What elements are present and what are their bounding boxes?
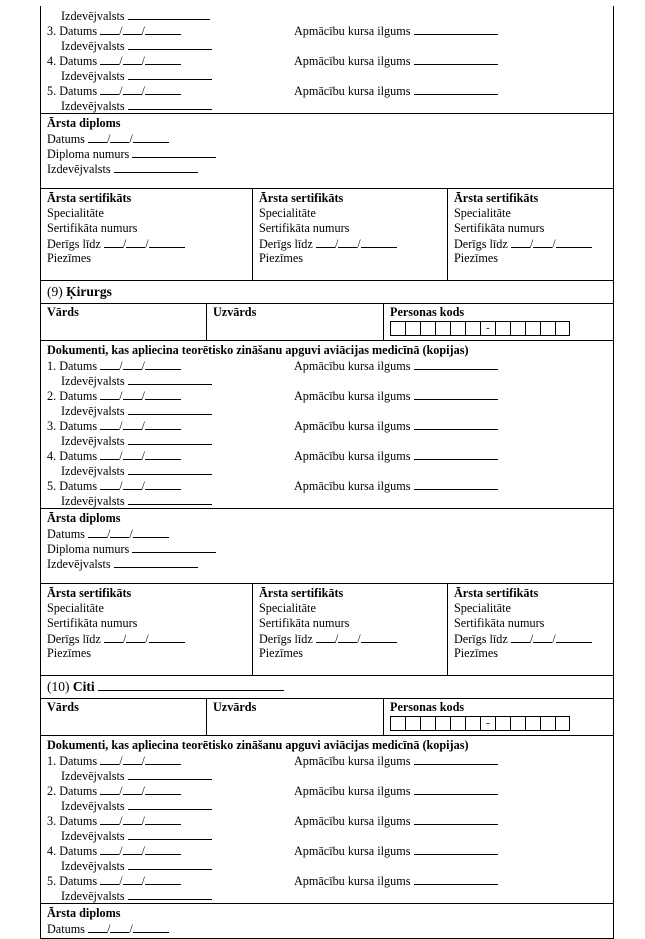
- pk-digit[interactable]: [540, 716, 555, 731]
- notes-label: Piezīmes: [47, 646, 92, 660]
- year-field[interactable]: [145, 753, 181, 765]
- date-label: Datums: [47, 527, 85, 541]
- s10-entry-2: 2. Datums / / Apmācību kursa ilgums Izdevējvalsts: [41, 783, 613, 813]
- date-label: Datums: [59, 874, 98, 888]
- pk-digit[interactable]: [435, 716, 450, 731]
- issuing-country-field[interactable]: [128, 8, 210, 20]
- month-field[interactable]: [123, 843, 142, 855]
- day-field[interactable]: [100, 418, 119, 430]
- year-field[interactable]: [145, 358, 181, 370]
- issuing-country-field[interactable]: [128, 858, 212, 870]
- valid-until-label: Derīgs līdz: [259, 632, 313, 646]
- issuing-country-label: Izdevējvalsts: [61, 799, 125, 813]
- s9-entry-4: 4. Datums / / Apmācību kursa ilgums Izdevējvalsts: [41, 448, 613, 478]
- issuing-country-field[interactable]: [128, 68, 212, 80]
- course-duration-field[interactable]: [414, 783, 498, 795]
- year-field[interactable]: [133, 526, 169, 538]
- section-9-documents: [41, 341, 613, 509]
- date-label: Datums: [47, 922, 85, 936]
- pk-digit[interactable]: [495, 321, 510, 336]
- year-field[interactable]: [145, 23, 181, 35]
- diploma-number-field[interactable]: [132, 541, 216, 553]
- specialty-label: Specialitāte: [259, 206, 316, 220]
- issuing-country-field[interactable]: [128, 403, 212, 415]
- year-field[interactable]: [145, 448, 181, 460]
- year-field[interactable]: [361, 631, 397, 643]
- course-duration-label: Apmācību kursa ilgums: [294, 874, 411, 888]
- date-label: Datums: [59, 754, 98, 768]
- month-field[interactable]: [123, 478, 142, 490]
- pk-digit[interactable]: [510, 321, 525, 336]
- issuing-country-label: Izdevējvalsts: [61, 464, 125, 478]
- certificate-number-label: Sertifikāta numurs: [259, 616, 350, 630]
- day-field[interactable]: [100, 813, 119, 825]
- specialty-label: Specialitāte: [454, 601, 511, 615]
- course-duration-label: Apmācību kursa ilgums: [294, 54, 411, 68]
- valid-until-label: Derīgs līdz: [47, 237, 101, 251]
- pk-digit[interactable]: [510, 716, 525, 731]
- certificates-row: [41, 189, 613, 281]
- certificate-heading: Ārsta sertifikāts: [454, 191, 539, 205]
- issuing-country-label: Izdevējvalsts: [61, 859, 125, 873]
- month-field[interactable]: [338, 236, 357, 248]
- month-field[interactable]: [123, 873, 142, 885]
- pk-digit[interactable]: [540, 321, 555, 336]
- course-duration-label: Apmācību kursa ilgums: [294, 844, 411, 858]
- notes-label: Piezīmes: [259, 251, 304, 265]
- course-duration-label: Apmācību kursa ilgums: [294, 449, 411, 463]
- personal-code-cell: [384, 304, 613, 340]
- course-duration-field[interactable]: [414, 358, 498, 370]
- section-title: Ķirurgs: [66, 284, 112, 299]
- issuing-country-label: Izdevējvalsts: [61, 99, 125, 113]
- pk-digit[interactable]: [450, 716, 465, 731]
- pk-digit[interactable]: [555, 716, 570, 731]
- other-specialty-field[interactable]: [98, 679, 284, 691]
- issuing-country-label: Izdevējvalsts: [61, 769, 125, 783]
- day-field[interactable]: [511, 631, 530, 643]
- personal-code-grid[interactable]: [390, 716, 613, 731]
- entry-number: 3.: [47, 814, 57, 828]
- issuing-country-label: Izdevējvalsts: [61, 434, 125, 448]
- s9-entry-3: 3. Datums / / Apmācību kursa ilgums Izdevējvalsts: [41, 418, 613, 448]
- diploma-number-label: Diploma numurs: [47, 542, 130, 556]
- certificate-heading: Ārsta sertifikāts: [454, 586, 539, 600]
- issuing-country-label: Izdevējvalsts: [61, 494, 125, 508]
- day-field[interactable]: [100, 478, 119, 490]
- entry-number: 2.: [47, 389, 57, 403]
- day-field[interactable]: [104, 631, 123, 643]
- course-duration-field[interactable]: [414, 478, 498, 490]
- month-field[interactable]: [338, 631, 357, 643]
- date-label: Datums: [59, 84, 98, 98]
- issuing-country-field[interactable]: [128, 768, 212, 780]
- entry-number: 3.: [47, 419, 57, 433]
- pk-digit[interactable]: [405, 716, 420, 731]
- course-duration-label: Apmācību kursa ilgums: [294, 479, 411, 493]
- issuing-country-line: [41, 8, 613, 23]
- s9-entry-1: 1. Datums / / Apmācību kursa ilgums Izdevējvalsts: [41, 358, 613, 388]
- course-duration-field[interactable]: [414, 873, 498, 885]
- certificate-number-label: Sertifikāta numurs: [47, 221, 138, 235]
- s9-entry-2: 2. Datums / / Apmācību kursa ilgums Izdevējvalsts: [41, 388, 613, 418]
- course-duration-label: Apmācību kursa ilgums: [294, 754, 411, 768]
- course-duration-field[interactable]: [414, 83, 498, 95]
- issuing-country-label: Izdevējvalsts: [61, 374, 125, 388]
- certificate-number-label: Sertifikāta numurs: [259, 221, 350, 235]
- notes-label: Piezīmes: [454, 251, 499, 265]
- issuing-country-field[interactable]: [114, 556, 198, 568]
- first-name-cell[interactable]: [41, 304, 207, 340]
- first-name-label: Vārds: [47, 305, 79, 319]
- date-label: Datums: [59, 389, 98, 403]
- year-field[interactable]: [145, 478, 181, 490]
- date-label: Datums: [59, 814, 98, 828]
- date-label: Datums: [59, 419, 98, 433]
- section-9-certificates-row: [41, 584, 613, 676]
- section-10-documents: [41, 736, 613, 904]
- year-field[interactable]: [556, 236, 592, 248]
- personal-code-grid[interactable]: [390, 321, 613, 336]
- month-field[interactable]: [123, 53, 142, 65]
- specialty-label: Specialitāte: [47, 206, 104, 220]
- year-field[interactable]: [133, 131, 169, 143]
- s10-entry-4: 4. Datums / / Apmācību kursa ilgums Izdevējvalsts: [41, 843, 613, 873]
- pk-digit[interactable]: [465, 321, 480, 336]
- course-duration-field[interactable]: [414, 53, 498, 65]
- certificate-cell-2: Ārsta sertifikāts Specialitāte Sertifikāta numurs Derīgs līdz / / Piezīmes: [253, 584, 448, 675]
- date-label: Datums: [59, 24, 98, 38]
- day-field[interactable]: [88, 921, 107, 933]
- top-entry-3: 3. Datums / / Apmācību kursa ilgums Izdevējvalsts: [41, 23, 613, 53]
- issuing-country-label: Izdevējvalsts: [47, 557, 111, 571]
- month-field[interactable]: [533, 236, 552, 248]
- first-name-label: Vārds: [47, 700, 79, 714]
- month-field[interactable]: [123, 753, 142, 765]
- day-field[interactable]: [100, 53, 119, 65]
- day-field[interactable]: [100, 83, 119, 95]
- year-field[interactable]: [145, 783, 181, 795]
- personal-code-cell: [384, 699, 613, 735]
- course-duration-label: Apmācību kursa ilgums: [294, 84, 411, 98]
- month-field[interactable]: [123, 448, 142, 460]
- section-9-name-row: [41, 304, 613, 341]
- valid-until-label: Derīgs līdz: [454, 237, 508, 251]
- day-field[interactable]: [88, 526, 107, 538]
- month-field[interactable]: [533, 631, 552, 643]
- month-field[interactable]: [123, 418, 142, 430]
- issuing-country-field[interactable]: [128, 373, 212, 385]
- issuing-country-field[interactable]: [128, 433, 212, 445]
- last-name-cell[interactable]: [207, 699, 384, 735]
- month-field[interactable]: [123, 388, 142, 400]
- diploma-heading: Ārsta diploms: [47, 906, 121, 920]
- section-title: Citi: [72, 679, 95, 694]
- section-10-diploma-block: Ārsta diploms Datums / /: [41, 904, 613, 939]
- valid-until-label: Derīgs līdz: [47, 632, 101, 646]
- pk-digit[interactable]: [495, 716, 510, 731]
- certificate-heading: Ārsta sertifikāts: [47, 586, 132, 600]
- specialty-label: Specialitāte: [47, 601, 104, 615]
- section-9-header: [41, 281, 613, 304]
- certificate-cell-1: Ārsta sertifikāts Specialitāte Sertifikāta numurs Derīgs līdz / / Piezīmes: [41, 189, 253, 280]
- diploma-number-label: Diploma numurs: [47, 147, 130, 161]
- pk-digit[interactable]: [450, 321, 465, 336]
- pk-digit[interactable]: [555, 321, 570, 336]
- pk-digit[interactable]: [390, 321, 405, 336]
- year-field[interactable]: [145, 388, 181, 400]
- pk-dash: -: [480, 716, 495, 731]
- section-10-name-row: [41, 699, 613, 736]
- s10-entry-3: 3. Datums / / Apmācību kursa ilgums Izdevējvalsts: [41, 813, 613, 843]
- date-label: Datums: [59, 54, 98, 68]
- month-field[interactable]: [110, 131, 129, 143]
- date-label: Datums: [59, 359, 98, 373]
- pk-digit[interactable]: [420, 321, 435, 336]
- date-label: Datums: [47, 132, 85, 146]
- date-label: Datums: [59, 844, 98, 858]
- pk-digit[interactable]: [405, 321, 420, 336]
- last-name-label: Uzvārds: [213, 700, 257, 714]
- s10-entry-5: 5. Datums / / Apmācību kursa ilgums Izdevējvalsts: [41, 873, 613, 903]
- day-field[interactable]: [88, 131, 107, 143]
- issuing-country-field[interactable]: [128, 463, 212, 475]
- entry-number: 5.: [47, 479, 57, 493]
- diploma-block: Ārsta diploms Datums / / Diploma numurs Izdevējvalsts: [41, 114, 613, 189]
- issuing-country-label: Izdevējvalsts: [61, 829, 125, 843]
- diploma-number-field[interactable]: [132, 146, 216, 158]
- pk-digit[interactable]: [390, 716, 405, 731]
- day-field[interactable]: [100, 873, 119, 885]
- day-field[interactable]: [100, 843, 119, 855]
- certificate-cell-2: Ārsta sertifikāts Specialitāte Sertifikāta numurs Derīgs līdz / / Piezīmes: [253, 189, 448, 280]
- personal-code-label: Personas kods: [390, 700, 465, 714]
- year-field[interactable]: [556, 631, 592, 643]
- entry-number: 5.: [47, 84, 57, 98]
- issuing-country-field[interactable]: [128, 98, 212, 110]
- entry-number: 4.: [47, 449, 57, 463]
- last-name-cell[interactable]: [207, 304, 384, 340]
- issuing-country-label: Izdevējvalsts: [61, 39, 125, 53]
- diploma-heading: Ārsta diploms: [47, 116, 121, 130]
- section-10-header: [41, 676, 613, 699]
- course-duration-field[interactable]: [414, 388, 498, 400]
- s10-entry-1: 1. Datums / / Apmācību kursa ilgums Izdevējvalsts: [41, 753, 613, 783]
- year-field[interactable]: [145, 418, 181, 430]
- month-field[interactable]: [110, 526, 129, 538]
- certificate-cell-1: Ārsta sertifikāts Specialitāte Sertifikāta numurs Derīgs līdz / / Piezīmes: [41, 584, 253, 675]
- certificate-heading: Ārsta sertifikāts: [259, 586, 344, 600]
- diploma-heading: Ārsta diploms: [47, 511, 121, 525]
- course-duration-field[interactable]: [414, 813, 498, 825]
- valid-until-label: Derīgs līdz: [454, 632, 508, 646]
- certificate-number-label: Sertifikāta numurs: [454, 221, 545, 235]
- issuing-country-field[interactable]: [128, 888, 212, 900]
- month-field[interactable]: [126, 631, 145, 643]
- course-duration-label: Apmācību kursa ilgums: [294, 419, 411, 433]
- day-field[interactable]: [100, 753, 119, 765]
- top-entry-5: 5. Datums / / Apmācību kursa ilgums Izdevējvalsts: [41, 83, 613, 113]
- certificate-cell-3: Ārsta sertifikāts Specialitāte Sertifikāta numurs Derīgs līdz / / Piezīmes: [448, 584, 613, 675]
- certificate-heading: Ārsta sertifikāts: [47, 191, 132, 205]
- year-field[interactable]: [145, 53, 181, 65]
- year-field[interactable]: [145, 843, 181, 855]
- pk-digit[interactable]: [525, 716, 540, 731]
- year-field[interactable]: [133, 921, 169, 933]
- pk-digit[interactable]: [525, 321, 540, 336]
- date-label: Datums: [59, 479, 98, 493]
- certificate-heading: Ārsta sertifikāts: [259, 191, 344, 205]
- specialty-label: Specialitāte: [259, 601, 316, 615]
- issuing-country-field[interactable]: [128, 38, 212, 50]
- entry-number: 1.: [47, 359, 57, 373]
- course-duration-label: Apmācību kursa ilgums: [294, 389, 411, 403]
- documents-heading: Dokumenti, kas apliecina teorētisko zināšanu apguvi aviācijas medicīnā (kopijas): [47, 738, 469, 752]
- date-label: Datums: [59, 449, 98, 463]
- course-duration-field[interactable]: [414, 753, 498, 765]
- last-name-label: Uzvārds: [213, 305, 257, 319]
- entry-number: 1.: [47, 754, 57, 768]
- day-field[interactable]: [104, 236, 123, 248]
- issuing-country-label: Izdevējvalsts: [61, 9, 125, 23]
- day-field[interactable]: [100, 388, 119, 400]
- day-field[interactable]: [100, 448, 119, 460]
- course-duration-label: Apmācību kursa ilgums: [294, 359, 411, 373]
- course-duration-label: Apmācību kursa ilgums: [294, 24, 411, 38]
- entry-number: 5.: [47, 874, 57, 888]
- month-field[interactable]: [123, 83, 142, 95]
- first-name-cell[interactable]: [41, 699, 207, 735]
- year-field[interactable]: [145, 813, 181, 825]
- specialty-label: Specialitāte: [454, 206, 511, 220]
- day-field[interactable]: [100, 23, 119, 35]
- course-duration-label: Apmācību kursa ilgums: [294, 784, 411, 798]
- day-field[interactable]: [316, 236, 335, 248]
- month-field[interactable]: [126, 236, 145, 248]
- valid-until-label: Derīgs līdz: [259, 237, 313, 251]
- pk-dash: -: [480, 321, 495, 336]
- year-field[interactable]: [145, 83, 181, 95]
- entry-number: 4.: [47, 844, 57, 858]
- day-field[interactable]: [100, 783, 119, 795]
- month-field[interactable]: [123, 23, 142, 35]
- month-field[interactable]: [123, 358, 142, 370]
- day-field[interactable]: [100, 358, 119, 370]
- issuing-country-field[interactable]: [128, 828, 212, 840]
- issuing-country-label: Izdevējvalsts: [61, 404, 125, 418]
- year-field[interactable]: [149, 236, 185, 248]
- section-number: (9): [47, 284, 63, 299]
- issuing-country-field[interactable]: [114, 161, 198, 173]
- course-duration-field[interactable]: [414, 843, 498, 855]
- section-number: (10): [47, 679, 70, 694]
- issuing-country-label: Izdevējvalsts: [47, 162, 111, 176]
- notes-label: Piezīmes: [454, 646, 499, 660]
- top-documents-block: [41, 6, 613, 114]
- course-duration-label: Apmācību kursa ilgums: [294, 814, 411, 828]
- certificate-number-label: Sertifikāta numurs: [47, 616, 138, 630]
- course-duration-field[interactable]: [414, 448, 498, 460]
- day-field[interactable]: [511, 236, 530, 248]
- certificate-number-label: Sertifikāta numurs: [454, 616, 545, 630]
- issuing-country-label: Izdevējvalsts: [61, 69, 125, 83]
- year-field[interactable]: [145, 873, 181, 885]
- entry-number: 4.: [47, 54, 57, 68]
- course-duration-field[interactable]: [414, 23, 498, 35]
- notes-label: Piezīmes: [47, 251, 92, 265]
- certificate-cell-3: Ārsta sertifikāts Specialitāte Sertifikāta numurs Derīgs līdz / / Piezīmes: [448, 189, 613, 280]
- date-label: Datums: [59, 784, 98, 798]
- pk-digit[interactable]: [465, 716, 480, 731]
- entry-number: 2.: [47, 784, 57, 798]
- top-entry-4: 4. Datums / / Apmācību kursa ilgums Izdevējvalsts: [41, 53, 613, 83]
- medical-form: [40, 6, 614, 939]
- course-duration-field[interactable]: [414, 418, 498, 430]
- year-field[interactable]: [361, 236, 397, 248]
- pk-digit[interactable]: [420, 716, 435, 731]
- s9-entry-5: 5. Datums / / Apmācību kursa ilgums Izdevējvalsts: [41, 478, 613, 508]
- month-field[interactable]: [110, 921, 129, 933]
- pk-digit[interactable]: [435, 321, 450, 336]
- issuing-country-field[interactable]: [128, 493, 212, 505]
- notes-label: Piezīmes: [259, 646, 304, 660]
- documents-heading: Dokumenti, kas apliecina teorētisko zināšanu apguvi aviācijas medicīnā (kopijas): [47, 343, 469, 357]
- issuing-country-field[interactable]: [128, 798, 212, 810]
- entry-number: 3.: [47, 24, 57, 38]
- year-field[interactable]: [149, 631, 185, 643]
- month-field[interactable]: [123, 813, 142, 825]
- section-9-diploma-block: Ārsta diploms Datums / / Diploma numurs Izdevējvalsts: [41, 509, 613, 584]
- day-field[interactable]: [316, 631, 335, 643]
- issuing-country-label: Izdevējvalsts: [61, 889, 125, 903]
- personal-code-label: Personas kods: [390, 305, 465, 319]
- month-field[interactable]: [123, 783, 142, 795]
